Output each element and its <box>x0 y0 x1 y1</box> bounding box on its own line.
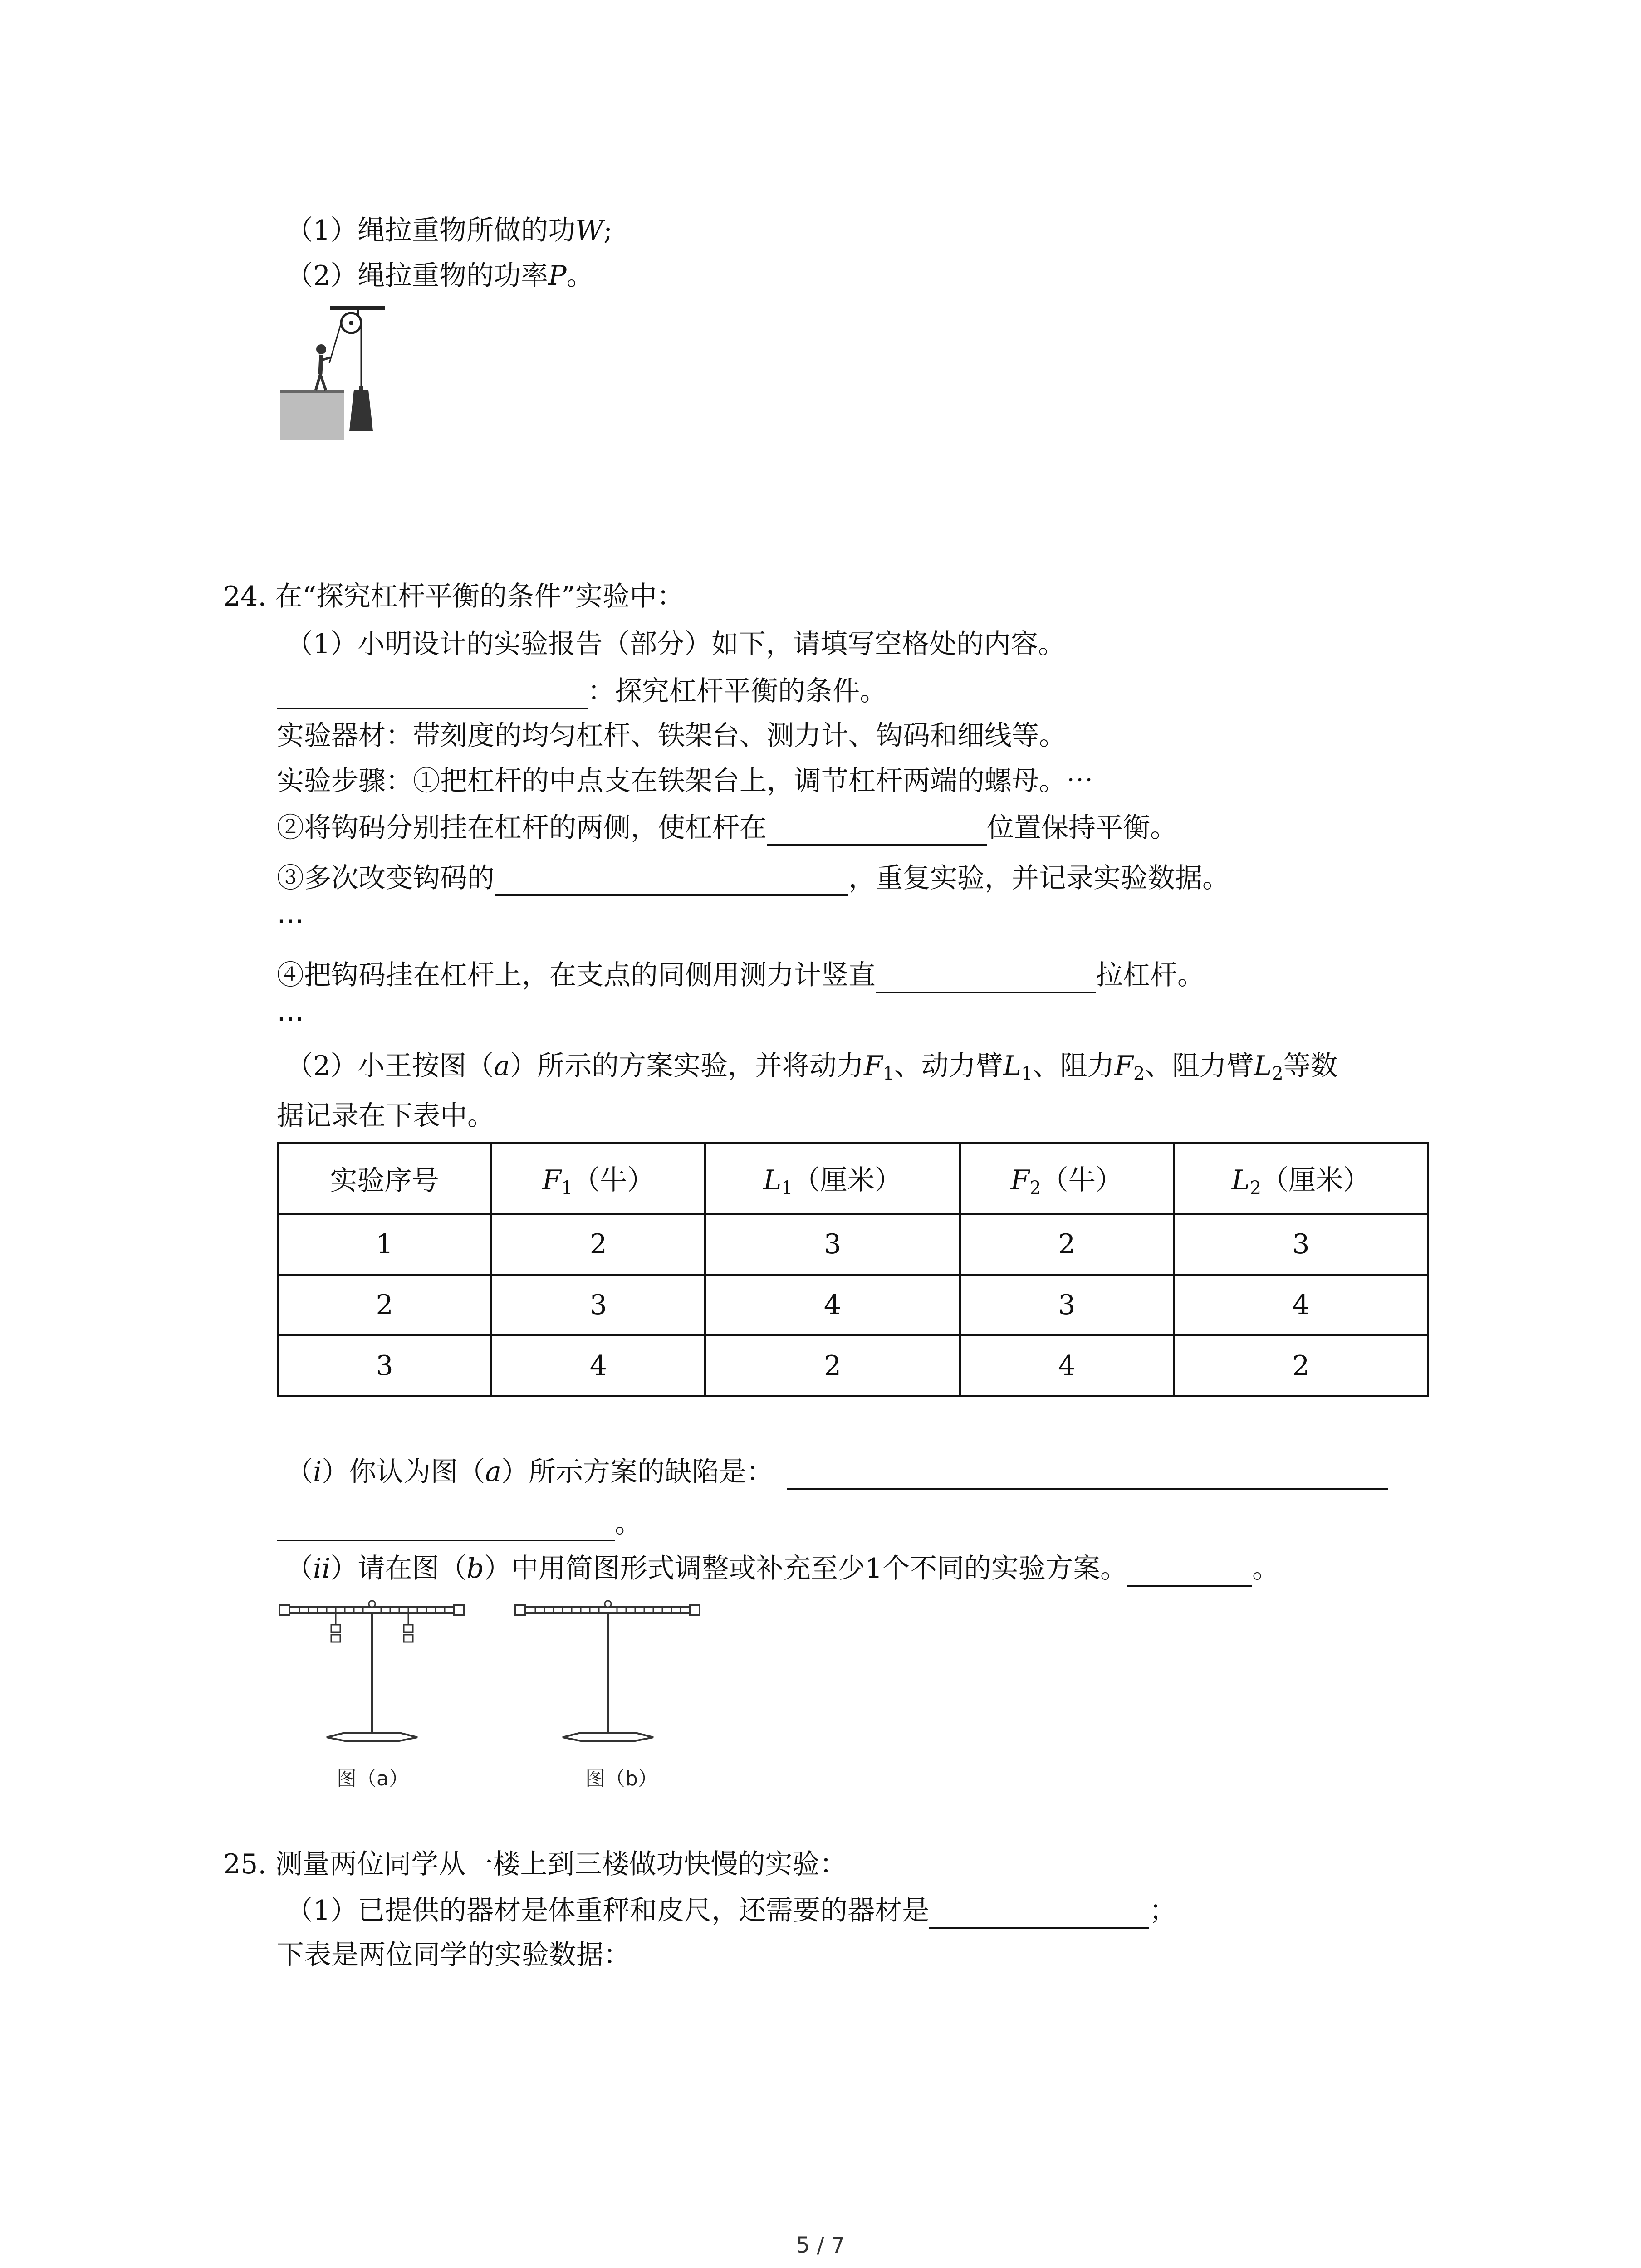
header-cell: $F_1$（牛） <box>491 1143 705 1214</box>
q24-step1: 实验步骤：①把杠杆的中点支在铁架台上，调节杠杆两端的螺母。⋯ <box>277 765 1093 797</box>
q24-question-i: （i）你认为图（a）所示方案的缺陷是： <box>286 1454 1388 1490</box>
purpose-blank[interactable] <box>277 679 588 709</box>
q24-step3: ③多次改变钩码的 ，重复实验，并记录实验数据。 <box>277 860 1230 896</box>
q25-part1: （1）已提供的器材是体重秤和皮尺，还需要的器材是 ； <box>286 1892 1176 1929</box>
table-cell: 4 <box>491 1335 705 1396</box>
scheme-blank[interactable] <box>1127 1557 1252 1587</box>
table-cell: 1 <box>278 1214 491 1275</box>
table-row <box>278 1335 1428 1396</box>
defect-blank-1[interactable] <box>787 1460 1388 1490</box>
step3-blank[interactable] <box>495 866 848 896</box>
equipment-blank[interactable] <box>929 1899 1149 1929</box>
header-cell: $F_2$（牛） <box>960 1143 1174 1214</box>
q24-step2: ②将钩码分别挂在杠杆的两侧，使杠杆在 位置保持平衡。 <box>277 810 1177 846</box>
table-row <box>278 1275 1428 1335</box>
page-number: 5 / 7 <box>796 2233 845 2258</box>
defect-blank-2[interactable] <box>277 1511 615 1541</box>
q24-part2-line1: （2）小王按图（a）所示的方案实验，并将动力$F_1$、动力臂$L_1$、阻力$F_2$、阻力臂$L_2$等数 <box>286 1050 1338 1084</box>
table-cell: 2 <box>278 1275 491 1335</box>
table-cell: 2 <box>705 1335 960 1396</box>
table-row <box>278 1214 1428 1275</box>
q23-sub2: （2）绳拉重物的功率P。 <box>286 260 594 292</box>
q24-question-i-cont: 。 <box>277 1505 642 1541</box>
table-header-row <box>278 1143 1428 1214</box>
pulley-figure <box>276 299 394 445</box>
q24-purpose: ：探究杠杆平衡的条件。 <box>277 673 887 709</box>
table-cell: 3 <box>960 1275 1174 1335</box>
q24-equipment: 实验器材：带刻度的均匀杠杆、铁架台、测力计、钩码和细线等。 <box>277 720 1066 752</box>
fig-b-caption: 图（b） <box>585 1767 658 1790</box>
table-cell: 3 <box>1174 1214 1428 1275</box>
table-cell: 4 <box>705 1275 960 1335</box>
q24-step4: ④把钩码挂在杠杆上，在支点的同侧用测力计竖直 拉杠杆。 <box>277 957 1205 993</box>
q24-question-ii: （ii）请在图（b）中用简图形式调整或补充至少1个不同的实验方案。 。 <box>286 1550 1279 1587</box>
header-cell: $L_1$（厘米） <box>705 1143 960 1214</box>
table-cell: 3 <box>491 1275 705 1335</box>
q23-sub1: （1）绳拉重物所做的功W; <box>286 215 613 246</box>
q25-line2: 下表是两位同学的实验数据： <box>277 1939 631 1971</box>
lever-figure-b[interactable] <box>513 1597 703 1760</box>
step4-blank[interactable] <box>876 963 1096 993</box>
q24-part2-line2: 据记录在下表中。 <box>277 1100 495 1132</box>
q24-part1-intro: （1）小明设计的实验报告（部分）如下，请填写空格处的内容。 <box>286 628 1066 660</box>
step2-blank[interactable] <box>767 816 987 846</box>
q24-ellipsis-2: ⋯ <box>277 1002 304 1034</box>
lever-figure-a <box>277 1597 467 1760</box>
q24-ellipsis-1: ⋯ <box>277 905 304 937</box>
table-cell: 4 <box>1174 1275 1428 1335</box>
header-cell: 实验序号 <box>278 1143 491 1214</box>
header-cell: $L_2$（厘米） <box>1174 1143 1428 1214</box>
table-cell: 4 <box>960 1335 1174 1396</box>
table-cell: 2 <box>491 1214 705 1275</box>
table-cell: 2 <box>1174 1335 1428 1396</box>
q24-title: 24. 在“探究杠杆平衡的条件”实验中： <box>223 581 684 612</box>
q25-title: 25. 测量两位同学从一楼上到三楼做功快慢的实验： <box>223 1848 847 1880</box>
table-cell: 3 <box>705 1214 960 1275</box>
table-cell: 2 <box>960 1214 1174 1275</box>
fig-a-caption: 图（a） <box>337 1767 409 1790</box>
table-cell: 3 <box>278 1335 491 1396</box>
lever-data-table <box>277 1142 1429 1397</box>
